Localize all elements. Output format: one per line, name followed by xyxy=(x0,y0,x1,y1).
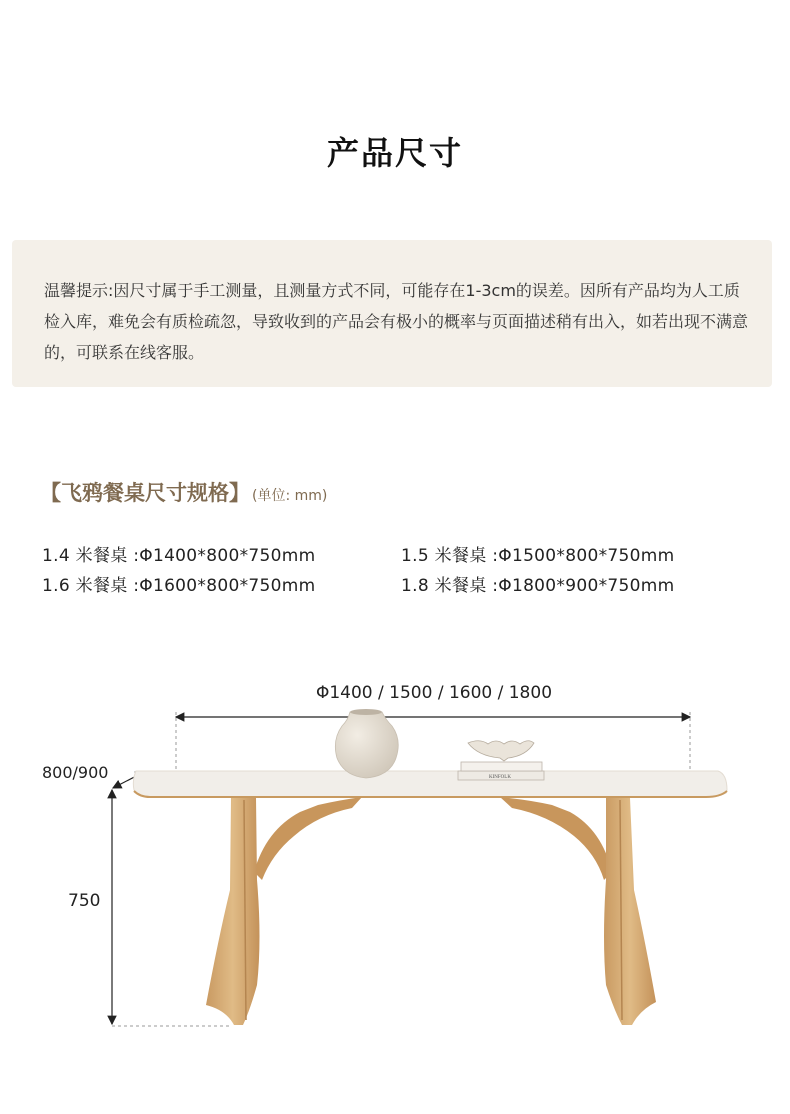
height-dimension-label: 750 xyxy=(68,891,101,911)
tabletop xyxy=(133,771,727,797)
page-title: 产品尺寸 xyxy=(326,134,463,172)
table-dimension-diagram xyxy=(0,640,790,1114)
spec-item-1-4m: 1.4 米餐桌 :Φ1400*800*750mm xyxy=(42,546,316,566)
decorative-bowl xyxy=(468,741,534,761)
depth-dimension-label: 800/900 xyxy=(42,763,109,782)
spec-item-1-5m: 1.5 米餐桌 :Φ1500*800*750mm xyxy=(401,546,675,566)
right-arch-support xyxy=(500,797,612,880)
notice-box xyxy=(12,240,772,387)
spec-heading xyxy=(40,477,327,507)
length-dimension-label: Φ1400 / 1500 / 1600 / 1800 xyxy=(315,683,553,703)
spec-heading-unit: (单位: mm) xyxy=(252,488,328,504)
book-top xyxy=(461,762,542,771)
spec-heading-title: 【飞鸦餐桌尺寸规格】 xyxy=(40,481,250,505)
vase xyxy=(335,712,398,778)
vase-mouth xyxy=(350,709,382,715)
left-arch-support xyxy=(254,797,362,880)
notice-text: 温馨提示:因尺寸属于手工测量，且测量方式不同，可能存在1-3cm的误差。因所有产品均为人工质检入库，难免会有质检疏忽，导致收到的产品会有极小的概率与页面描述稍有出入，如若出现不满意的，可联系在线客服。 xyxy=(44,281,749,362)
spec-item-1-8m: 1.8 米餐桌 :Φ1800*900*750mm xyxy=(401,576,675,596)
book-spine-text: KINFOLK xyxy=(489,775,511,780)
left-leg xyxy=(206,798,260,1025)
spec-item-1-6m: 1.6 米餐桌 :Φ1600*800*750mm xyxy=(42,576,316,596)
right-leg xyxy=(604,798,656,1025)
